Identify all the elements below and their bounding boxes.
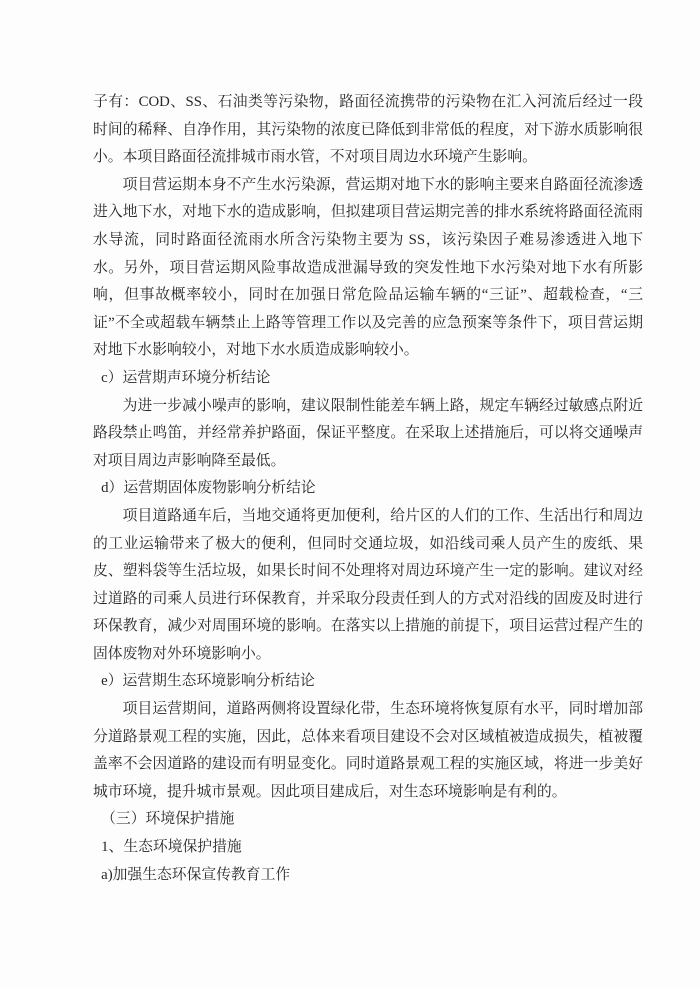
heading-ecology-conclusion: e）运营期生态环境影响分析结论 bbox=[101, 673, 315, 690]
heading-ecological-protection-measures: 1、生态环境保护措施 bbox=[101, 839, 242, 856]
paragraph-noise-measures: 为进一步减小噪声的影响，建议限制性能差车辆上路，规定车辆经过敏感点附近路段禁止鸣笛，并经常养护路面，保证平整度。在采取上述措施后，可以将交通噪声对项目周边声影响降至最低。 bbox=[93, 397, 643, 469]
heading-solid-waste-conclusion: d）运营期固体废物影响分析结论 bbox=[101, 480, 316, 497]
heading-section-environmental-protection-measures: （三）环境保护措施 bbox=[101, 811, 235, 828]
paragraph-surface-water-conclusion: 子有：COD、SS、石油类等污染物，路面径流携带的污染物在汇入河流后经过一段时间的稀释、自净作用，其污染物的浓度已降低到非常低的程度，对下游水质影响很小。本项目路面径流排城市雨水管，不对项目周边水环境产生影响。 bbox=[93, 94, 643, 166]
paragraph-ecology-impact: 项目运营期间，道路两侧将设置绿化带，生态环境将恢复原有水平，同时增加部分道路景观工程的实施，因此，总体来看项目建设不会对区域植被造成损失，植被覆盖率不会因道路的建设而有明显变化。同时道路景观工程的实施区域，将进一步美好城市环境，提升城市景观。因此项目建成后，对生态环境影响是有利的。 bbox=[93, 701, 643, 800]
paragraph-solid-waste-impact: 项目道路通车后，当地交通将更加便利，给片区的人们的工作、生活出行和周边的工业运输带来了极大的便利，但同时交通垃圾，如沿线司乘人员产生的废纸、果皮、塑料袋等生活垃圾，如果长时间不处理将对周边环境产生一定的影响。建议对经过道路的司乘人员进行环保教育，并采取分段责任到人的方式对沿线的固废及时进行环保教育，减少对周围环境的影响。在落实以上措施的前提下，项目运营过程产生的固体废物对外环境影响小。 bbox=[93, 507, 643, 662]
heading-noise-environment-conclusion: c）运营期声环境分析结论 bbox=[101, 369, 271, 386]
paragraph-groundwater-impact: 项目营运期本身不产生水污染源，营运期对地下水的影响主要来自路面径流渗透进入地下水，对地下水的造成影响，但拟建项目营运期完善的排水系统将路面径流雨水导流，同时路面径流雨水所含污染物主要为 SS，该污染因子难易渗透进入地下水。另外，项目营运期风险事故造成泄漏导致的突发性地下水污染对地下水有所影响，但事故概率较小，同时在加强日常危险品运输车辆的“三证”、超载检查，“三证”不全或超载车辆禁止上路等管理工作以及完善的应急预案等条件下，项目营运期对地下水影响较小，对地下水水质造成影响较小。 bbox=[93, 176, 643, 359]
heading-strengthen-eco-education: a)加强生态环保宣传教育工作 bbox=[101, 866, 291, 883]
